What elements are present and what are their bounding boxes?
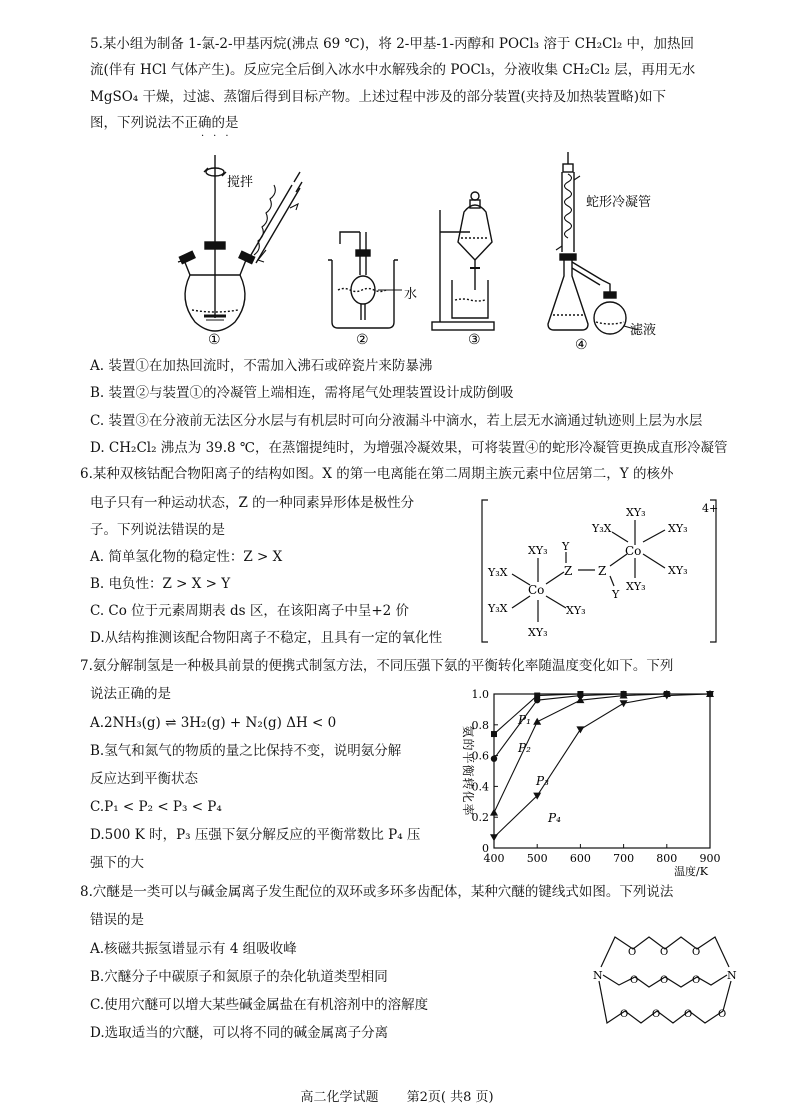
q7-option-b-line-2: 反应达到平衡状态	[90, 771, 198, 787]
x-tick-label-2: 600	[569, 852, 591, 865]
footer-subject: 高二化学试题	[300, 1090, 379, 1105]
z-left: Z	[564, 564, 573, 578]
y-tick-label-0: 0	[482, 842, 489, 855]
xy3-r-right: XY₃	[668, 522, 688, 535]
x-tick-label-3: 700	[613, 852, 635, 865]
y-tick-label-2: 0.4	[471, 780, 489, 794]
q8-line-2: 错误的是	[90, 912, 144, 928]
o-mid-3: O	[692, 975, 701, 986]
co-left: Co	[528, 583, 545, 597]
y-tick-label-3: 0.6	[471, 749, 489, 763]
apparatus-1-number: ①	[208, 332, 221, 348]
footer-page: 第2页( 共8 页)	[406, 1090, 494, 1105]
q7-line-2: 说法正确的是	[90, 686, 171, 702]
q5-apparatus-figure	[170, 150, 690, 350]
o-mid-2: O	[660, 975, 669, 986]
y-tick-label-1: 0.2	[471, 811, 489, 825]
o-top-1: O	[628, 947, 637, 958]
o-bot-2: O	[652, 1009, 661, 1020]
q7-option-b-line-1: B.氢气和氮气的物质的量之比保持不变，说明氨分解	[90, 743, 402, 759]
series-label-1: P₁	[518, 713, 531, 727]
q6-option-a: A. 简单氢化物的稳定性：Z > X	[90, 549, 283, 565]
q5-option-d: D. CH₂Cl₂ 沸点为 39.8 ℃，在蒸馏提纯时，为增强冷凝效果，可将装置④的蛇形冷凝管更换成直形冷凝管	[90, 440, 728, 456]
y3x-r-left: Y₃X	[592, 522, 612, 535]
y-bottom: Y	[612, 588, 620, 601]
q6-line-3: 子。下列说法错误的是	[90, 522, 225, 538]
q8-option-c: C.使用穴醚可以增大某些碱金属盐在有机溶剂中的溶解度	[90, 997, 429, 1013]
o-top-2: O	[660, 947, 669, 958]
series-2-point-1	[534, 697, 540, 703]
q5-option-a: A. 装置①在加热回流时，不需加入沸石或碎瓷片来防暴沸	[90, 358, 433, 374]
xy3-r-bottom: XY₃	[626, 580, 646, 593]
series-label-4: P₄	[548, 811, 561, 825]
o-bot-1: O	[620, 1009, 629, 1020]
series-label-2: P₂	[518, 741, 531, 755]
x-tick-label-1: 500	[526, 852, 548, 865]
q5-line-1: 5.某小组为制备 1-氯-2-甲基丙烷(沸点 69 ℃)，将 2-甲基-1-丙醇和 POCl₃ 溶于 CH₂Cl₂ 中，加热回	[90, 36, 695, 52]
q8-option-d: D.选取适当的穴醚，可以将不同的碱金属离子分离	[90, 1025, 389, 1041]
q6-option-b: B. 电负性：Z > X > Y	[90, 576, 231, 592]
q6-option-c: C. Co 位于元素周期表 ds 区，在该阳离子中呈+2 价	[90, 603, 410, 619]
n-left: N	[593, 969, 603, 982]
n-right: N	[727, 969, 737, 982]
q8-option-b: B.穴醚分子中碳原子和氮原子的杂化轨道类型相同	[90, 969, 388, 985]
series-label-3: P₃	[536, 774, 549, 788]
filtrate-label: 滤液	[630, 323, 657, 338]
x-tick-label-4: 800	[656, 852, 678, 865]
x-tick-label-0: 400	[483, 852, 505, 865]
series-1-point-0	[491, 731, 497, 737]
series-2-point-0	[491, 755, 497, 761]
serpentine-condenser-label: 蛇形冷凝管	[586, 195, 652, 210]
emphasis-dots: ···	[201, 131, 238, 142]
q5-option-c: C. 装置③在分液前无法区分水层与有机层时可向分液漏斗中滴水，若上层无水滴通过轨迹则上层为水层	[90, 413, 703, 429]
apparatus-2	[328, 232, 402, 328]
q6-line-2: 电子只有一种运动状态，Z 的一种同素异形体是极性分	[90, 495, 415, 511]
xy3-l-top: XY₃	[528, 544, 548, 557]
series-4-point-3	[620, 700, 628, 707]
q5-line-4: 图，下列说法不正确的是	[90, 115, 239, 131]
cryptand-structure	[585, 925, 745, 1040]
apparatus-2-number: ②	[356, 332, 369, 348]
x-tick-label-5: 900	[699, 852, 721, 865]
y-tick-label-4: 0.8	[471, 718, 489, 732]
o-mid-1: O	[630, 975, 639, 986]
xy3-r-top: XY₃	[626, 506, 646, 519]
y-tick-label-5: 1.0	[471, 688, 489, 701]
apparatus-3-number: ③	[468, 332, 481, 348]
stir-label: 搅拌	[227, 175, 254, 190]
q8-option-a: A.核磁共振氢谱显示有 4 组吸收峰	[90, 941, 297, 957]
q8-line-1: 8.穴醚是一类可以与碱金属离子发生配位的双环或多环多齿配体，某种穴醚的键线式如图。下列说法	[80, 884, 674, 900]
q7-option-a: A.2NH₃(g) ⇌ 3H₂(g) + N₂(g) ΔH < 0	[90, 715, 337, 731]
co-right: Co	[625, 544, 642, 558]
o-bot-3: O	[684, 1009, 693, 1020]
q7-line-1: 7.氨分解制氢是一种极具前景的便携式制氢方法，不同压强下氨的平衡转化率随温度变化如下。下列	[80, 658, 674, 674]
xy3-l-bottom: XY₃	[528, 626, 548, 639]
y3x-l-lower: Y₃X	[488, 602, 508, 615]
z-right: Z	[598, 564, 607, 578]
series-3-point-1	[533, 718, 541, 725]
o-top-3: O	[692, 947, 701, 958]
q7-option-d-line-1: D.500 K 时，P₃ 压强下氨分解反应的平衡常数比 P₄ 压	[90, 827, 421, 843]
y-axis-label: 氨的平衡转化率	[461, 725, 475, 817]
o-bot-4: O	[718, 1009, 727, 1020]
q5-option-b: B. 装置②与装置①的冷凝管上端相连，需将尾气处理装置设计成防倒吸	[90, 385, 514, 401]
q6-line-1: 6.某种双核钴配合物阳离子的结构如图。X 的第一电离能在第二周期主族元素中位居第二，Y 的核外	[80, 466, 674, 482]
xy3-l-right: XY₃	[566, 604, 586, 617]
q5-line-3: MgSO₄ 干燥，过滤、蒸馏后得到目标产物。上述过程中涉及的部分装置(夹持及加热装置略)如下	[90, 89, 667, 105]
x-axis-label: 温度/K	[674, 865, 708, 878]
page-footer	[0, 1086, 794, 1105]
conversion-chart	[450, 680, 730, 880]
series-3-point-0	[490, 809, 498, 816]
series-4-point-2	[576, 726, 584, 733]
charge-label: 4+	[702, 502, 719, 515]
apparatus-4	[548, 152, 638, 334]
q7-option-c: C.P₁ < P₂ < P₃ < P₄	[90, 799, 222, 815]
q5-line-2: 流(伴有 HCl 气体产生)。反应完全后倒入冰水中水解残余的 POCl₃，分液收集 CH₂Cl₂ 层，再用无水	[90, 62, 696, 78]
apparatus-4-number: ④	[575, 337, 588, 350]
q7-option-d-line-2: 强下的大	[90, 855, 144, 871]
apparatus-3	[432, 192, 494, 330]
y-top: Y	[562, 540, 570, 553]
y3x-l-upper: Y₃X	[488, 566, 508, 579]
q6-complex-structure	[470, 490, 740, 650]
xy3-r-lower-right: XY₃	[668, 564, 688, 577]
water-label: 水	[404, 287, 418, 302]
q6-option-d: D.从结构推测该配合物阳离子不稳定，且具有一定的氧化性	[90, 630, 443, 646]
series-4-point-0	[490, 834, 498, 841]
